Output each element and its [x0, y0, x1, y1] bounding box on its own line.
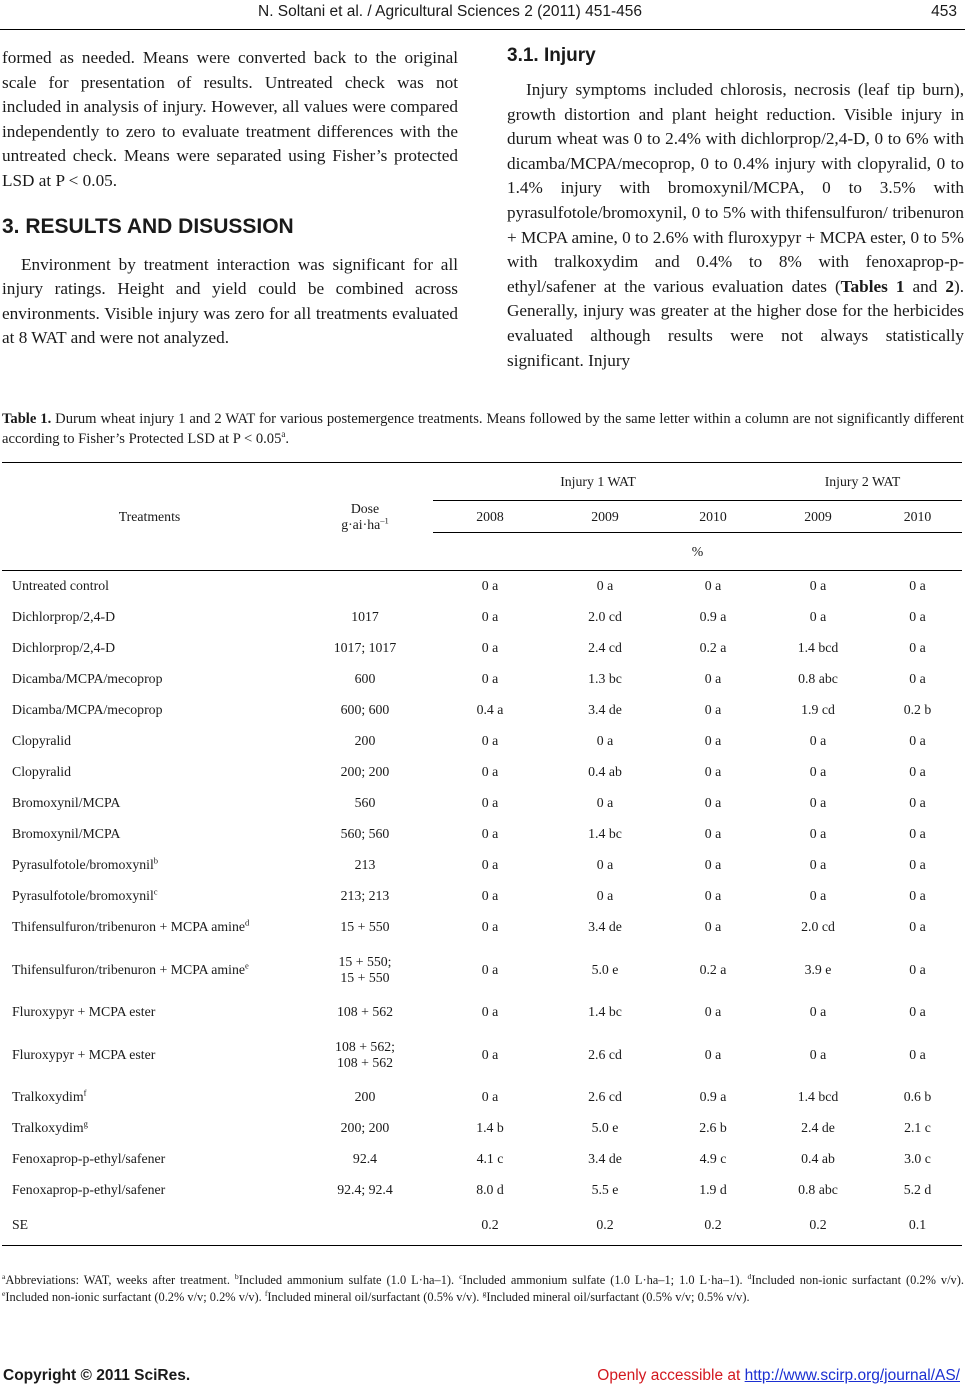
cell-dose [297, 1206, 433, 1246]
cell-dose: 600; 600 [340, 702, 390, 717]
cell-value: 0 a [481, 888, 499, 903]
header-unit: % [691, 543, 704, 559]
cell-value: 1.4 bcd [797, 1089, 839, 1104]
header-year: 2009 [547, 501, 663, 533]
table-row [2, 997, 962, 1028]
footnote-text: Included mineral oil/surfactant (0.5% v/v). [267, 1290, 483, 1304]
cell-value: 3.4 de [588, 702, 622, 717]
cell-dose: 1017 [351, 609, 379, 624]
cell-value: 2.0 cd [588, 609, 622, 624]
cell-value: 0.2 [704, 1217, 722, 1233]
cell-value: 0 a [809, 888, 827, 903]
cell-value: 0 a [909, 609, 926, 624]
footnote-text: Abbreviations: WAT, weeks after treatment. [5, 1273, 235, 1287]
cell-value: 2.6 cd [588, 1089, 622, 1104]
cell-dose: 200 [354, 733, 376, 748]
header-year: 2010 [873, 501, 962, 533]
cell-value: 0.1 [908, 1217, 927, 1233]
cell-dose: 15 + 550 [340, 919, 390, 934]
cell-value: 0 a [909, 857, 926, 872]
cell-value: 0 a [809, 1046, 827, 1062]
cell-value: 0 a [481, 671, 499, 686]
table-row [2, 695, 962, 726]
cell-treatment: Fenoxaprop-p-ethyl/safener [12, 1151, 166, 1166]
copyright-notice: Copyright © 2011 SciRes. [3, 1367, 191, 1384]
cell-value: 0.2 [481, 1217, 499, 1233]
footnote-text: Included mineral oil/surfactant (0.5% v/v; 0.5% v/v). [486, 1290, 750, 1304]
open-access-notice: Openly accessible at http://www.scirp.org/journal/AS/ [597, 1367, 960, 1384]
table-body [2, 571, 962, 1246]
cell-value: 2.0 cd [801, 919, 835, 934]
cell-value: 0 a [481, 609, 499, 624]
cell-value: 0 a [704, 919, 722, 934]
cell-value: 0 a [481, 857, 499, 872]
cell-dose: 1017; 1017 [333, 640, 397, 655]
cell-treatment: Fenoxaprop-p-ethyl/safener [12, 1182, 166, 1197]
cell-value: 4.1 c [476, 1151, 504, 1166]
cell-value: 0 a [704, 1046, 722, 1062]
table-row [2, 850, 962, 881]
footnote-marker: d [747, 1271, 752, 1281]
header-dose: Dose $g\cdot ai\cdot ha^{-1}$ [341, 500, 389, 532]
cell-treatment: Pyrasulfotole/bromoxynil$^b$ [12, 855, 159, 872]
cell-dose: 560 [354, 795, 376, 810]
cell-dose: 600 [354, 671, 376, 686]
cell-value: 0 a [481, 826, 499, 841]
cell-value: 0 a [909, 764, 926, 779]
cell-value: 0.4 a [476, 702, 504, 717]
cell-value: 0 a [596, 733, 614, 748]
cell-value: 1.9 d [699, 1182, 727, 1197]
cell-treatment: Bromoxynil/MCPA [12, 826, 121, 841]
header-rule [0, 29, 965, 30]
table-row [2, 726, 962, 757]
cell-value: 0 a [481, 961, 499, 977]
cell-treatment: Dicamba/MCPA/mecoprop [12, 702, 163, 717]
cell-value: 1.4 bcd [797, 640, 839, 655]
table-row [2, 1144, 962, 1175]
cell-value: 0 a [596, 857, 614, 872]
cell-value: 1.4 bc [588, 826, 622, 841]
cell-value: 0 a [809, 609, 827, 624]
cell-value: 0 a [909, 919, 926, 934]
cell-value: 0 a [481, 733, 499, 748]
cell-treatment: Clopyralid [12, 764, 72, 779]
cell-value: 0 a [809, 826, 827, 841]
table-row [2, 602, 962, 633]
cell-treatment: Tralkoxydim$^f$ [12, 1087, 87, 1104]
cell-value: 2.4 de [801, 1120, 835, 1135]
table1-reference[interactable]: Tables 1 [840, 276, 905, 296]
header-injury-1wat: Injury 1 WAT [560, 473, 636, 489]
cell-value: 1.4 bc [588, 1004, 622, 1019]
footnote-marker: e [2, 1288, 6, 1298]
cell-value: 0 a [704, 733, 722, 748]
results-table [2, 462, 962, 1246]
table-row [2, 881, 962, 912]
cell-value: 0 a [481, 795, 499, 810]
cell-value: 5.0 e [591, 1120, 619, 1135]
running-header [0, 3, 965, 25]
cell-dose: 200 [354, 1089, 376, 1104]
cell-value: 5.0 e [591, 961, 619, 977]
footnote-marker: a [2, 1271, 6, 1281]
table-row [2, 664, 962, 695]
header-year: 2010 [663, 501, 763, 533]
cell-treatment: Dichlorprop/2,4-D [12, 609, 116, 624]
cell-dose: 560; 560 [340, 826, 390, 841]
cell-value: 3.0 c [904, 1151, 931, 1166]
footnote-text: Included non-ionic surfactant (0.2% v/v; 0.2% v/v). [5, 1290, 265, 1304]
cell-value: 0.2 [809, 1217, 827, 1233]
cell-value: 0 a [909, 578, 926, 594]
cell-treatment: SE [12, 1217, 29, 1233]
cell-value: 0 a [596, 578, 614, 594]
left-column [2, 46, 458, 351]
cell-value: 3.4 de [588, 919, 622, 934]
cell-value: 2.6 cd [588, 1046, 622, 1062]
table2-reference[interactable]: 2 [945, 276, 954, 296]
cell-value: 0 a [809, 733, 827, 748]
table-row [2, 912, 962, 943]
cell-value: 0 a [809, 795, 827, 810]
running-title: N. Soltani et al. / Agricultural Sciences 2 (2011) 451-456 [258, 3, 642, 20]
cell-treatment: Dichlorprop/2,4-D [12, 640, 116, 655]
table-caption-label: Table 1. [2, 411, 52, 427]
cell-value: 0.2 b [903, 702, 932, 717]
table-row [2, 571, 962, 602]
cell-value: 0 a [909, 671, 926, 686]
table-row [2, 1175, 962, 1206]
footnote-marker: c [459, 1271, 463, 1281]
cell-value: 0 a [909, 826, 926, 841]
cell-value: 4.9 c [699, 1151, 727, 1166]
cell-value: 0 a [809, 857, 827, 872]
cell-treatment: Clopyralid [12, 733, 72, 748]
subsection-heading-injury: 3.1. Injury [507, 45, 596, 66]
cell-value: 0.2 a [699, 640, 727, 655]
cell-value: 0.4 ab [801, 1151, 835, 1166]
cell-value: 0 a [909, 961, 926, 977]
cell-dose: 108 + 562; 108 + 562 [335, 1038, 395, 1070]
cell-value: 0 a [909, 733, 926, 748]
footnote-marker: b [234, 1271, 239, 1281]
cell-value: 0.8 abc [798, 1182, 838, 1197]
cell-value: 0 a [704, 1004, 722, 1019]
cell-dose: 213 [354, 857, 376, 872]
cell-value: 0 a [704, 764, 722, 779]
cell-value: 0.8 abc [798, 671, 838, 686]
cell-dose [297, 571, 433, 602]
cell-value: 0.4 ab [588, 764, 622, 779]
header-year: 2009 [763, 501, 873, 533]
cell-value: 1.3 bc [588, 671, 622, 686]
cell-treatment: Fluroxypyr + MCPA ester [12, 1004, 156, 1019]
cell-value: 3.9 e [804, 961, 832, 977]
table-caption: Table 1. Durum wheat injury 1 and 2 WAT for various postemergence treatments. Means followed by the same letter within a column are not significantly different according to Fisher’s Protected LSD at P < 0.05$^a$. [2, 411, 964, 447]
cell-value: 0.6 b [903, 1089, 932, 1104]
footnote-marker: f [264, 1288, 268, 1298]
page-number: 453 [931, 3, 957, 20]
footnote-text: Included ammonium sulfate (1.0 L·ha–1). [238, 1273, 460, 1287]
cell-value: 0 a [704, 578, 722, 594]
table-row [2, 819, 962, 850]
right-column [507, 44, 964, 373]
cell-value: 0 a [704, 671, 722, 686]
cell-value: 0 a [909, 888, 926, 903]
cell-dose: 200; 200 [340, 1120, 390, 1135]
table-row [2, 1113, 962, 1144]
cell-value: 0 a [481, 1046, 499, 1062]
cell-dose: 15 + 550; 15 + 550 [338, 953, 392, 985]
cell-value: 0 a [704, 795, 722, 810]
cell-value: 0 a [809, 764, 827, 779]
paragraph-methods-end: formed as needed. Means were converted back to the original scale for presentation of results. Untreated check was not included in analysis of injury. However, all values were compared independently to zero to evaluate treatment differences with the untreated check. Means were separated using Fisher’s protected LSD at P < 0.05. [2, 48, 458, 190]
table-row [2, 943, 962, 997]
cell-value: 0.9 a [699, 609, 727, 624]
cell-treatment: Thifensulfuron/tribenuron + MCPA amine$^d$ [12, 917, 250, 934]
cell-value: 0 a [596, 888, 614, 903]
footnote-text: Included non-ionic surfactant (0.2% v/v). [751, 1273, 964, 1287]
table-row [2, 1028, 962, 1082]
cell-value: 0 a [704, 888, 722, 903]
cell-treatment: Dicamba/MCPA/mecoprop [12, 671, 163, 686]
cell-treatment: Tralkoxydim$^g$ [12, 1118, 88, 1135]
header-year: 2008 [433, 501, 547, 533]
cell-dose: 108 + 562 [336, 1004, 394, 1019]
cell-value: 0 a [481, 919, 499, 934]
paragraph-injury: Injury symptoms included chlorosis, necrosis (leaf tip burn), growth distortion and plant height reduction. Visible injury in durum wheat was 0 to 2.4% with dichlorprop/2,4-D, 0 to 6% with dicamba/MCPA/mecoprop, 0 to 0.4% injury with clopyralid, 0 to 1.4% injury with bromoxynil/MCPA, 0 to 3.5% with pyrasulfotole/bromoxynil, 0 to 5% with thifensulfuron/ tribenuron + MCPA amine, 0 to 2.6% with fluroxypyr + MCPA ester, 0 to 5% with tralkoxydim and 0.4% to 8% with fenoxaprop-p-ethyl/safener at the various evaluation dates (Tables 1 and 2). Generally, injury was greater at the higher dose for the herbicides evaluated although results were not always statistically significant. Injury [507, 80, 964, 370]
table-row [2, 1206, 962, 1246]
cell-dose: 92.4 [352, 1151, 378, 1166]
header-injury-2wat: Injury 2 WAT [824, 473, 901, 489]
table-row [2, 757, 962, 788]
cell-value: 0 a [481, 1089, 499, 1104]
paragraph-results-intro: Environment by treatment interaction was significant for all injury ratings. Height and yield could be combined across environments. Visible injury was zero for all treatments evaluated at 8 WAT and were not analyzed. [2, 254, 458, 348]
cell-value: 0 a [481, 764, 499, 779]
cell-value: 0 a [704, 857, 722, 872]
cell-value: 0.9 a [699, 1089, 727, 1104]
cell-value: 0 a [704, 702, 722, 717]
cell-value: 0 a [909, 795, 926, 810]
table-row [2, 633, 962, 664]
footnote-text: Included ammonium sulfate (1.0 L·ha–1; 1.0 L·ha–1). [462, 1273, 748, 1287]
cell-value: 0.2 a [699, 961, 727, 977]
cell-treatment: Untreated control [12, 578, 109, 594]
cell-value: 0 a [481, 578, 499, 594]
cell-value: 3.4 de [588, 1151, 622, 1166]
cell-treatment: Fluroxypyr + MCPA ester [12, 1046, 156, 1062]
cell-value: 1.9 cd [801, 702, 835, 717]
cell-treatment: Thifensulfuron/tribenuron + MCPA amine$^e$ [12, 959, 249, 977]
cell-dose: 200; 200 [340, 764, 390, 779]
cell-value: 0 a [481, 640, 499, 655]
cell-value: 0 a [809, 1004, 827, 1019]
cell-value: 0 a [481, 1004, 499, 1019]
cell-value: 0 a [596, 795, 614, 810]
cell-value: 0 a [704, 826, 722, 841]
cell-value: 2.6 b [699, 1120, 727, 1135]
cell-value: 0.2 [596, 1217, 614, 1233]
table-row [2, 1082, 962, 1113]
footnote-marker: g [482, 1288, 487, 1298]
cell-value: 2.4 cd [588, 640, 622, 655]
cell-value: 2.1 c [904, 1120, 931, 1135]
section-heading-results: 3. RESULTS AND DISUSSION [2, 214, 294, 238]
journal-link[interactable]: http://www.scirp.org/journal/AS/ [744, 1367, 960, 1384]
cell-value: 0 a [909, 1004, 926, 1019]
cell-value: 0 a [909, 1046, 926, 1062]
cell-value: 0 a [809, 578, 827, 594]
cell-value: 0 a [909, 640, 926, 655]
cell-value: 5.5 e [591, 1182, 619, 1197]
cell-value: 5.2 d [903, 1182, 932, 1197]
header-treatments: Treatments [118, 508, 181, 524]
table-footnotes [2, 1272, 964, 1306]
cell-dose: 92.4; 92.4 [337, 1182, 393, 1197]
table-row [2, 788, 962, 819]
cell-dose: 213; 213 [340, 888, 390, 903]
cell-treatment: Bromoxynil/MCPA [12, 795, 121, 810]
cell-treatment: Pyrasulfotole/bromoxynil$^c$ [12, 886, 158, 903]
cell-value: 8.0 d [476, 1182, 504, 1197]
cell-value: 1.4 b [476, 1120, 504, 1135]
